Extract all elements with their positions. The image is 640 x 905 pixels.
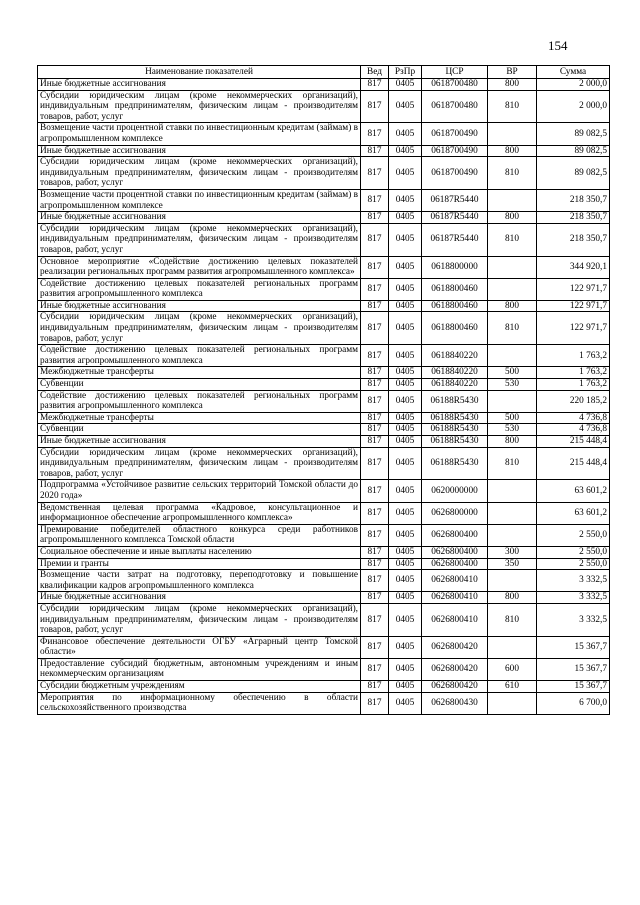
- row-ved-cell: 817: [361, 603, 389, 636]
- row-ved-cell: 817: [361, 502, 389, 524]
- row-ved-cell: 817: [361, 379, 389, 391]
- row-name-cell: Иные бюджетные ассигнования: [38, 592, 361, 604]
- row-csr-cell: 0626800410: [422, 592, 488, 604]
- row-ved-cell: 817: [361, 123, 389, 145]
- column-header-name: Наименование показателей: [38, 66, 361, 79]
- row-rzpr-cell: 0405: [389, 592, 422, 604]
- row-vr-cell: 810: [488, 312, 537, 345]
- row-sum-cell: 63 601,2: [537, 502, 610, 524]
- row-sum-cell: 220 185,2: [537, 390, 610, 412]
- row-ved-cell: 817: [361, 558, 389, 570]
- row-rzpr-cell: 0405: [389, 636, 422, 658]
- row-rzpr-cell: 0405: [389, 692, 422, 714]
- row-vr-cell: 800: [488, 79, 537, 91]
- row-rzpr-cell: 0405: [389, 390, 422, 412]
- row-ved-cell: 817: [361, 312, 389, 345]
- row-sum-cell: 4 736,8: [537, 412, 610, 424]
- row-sum-cell: 6 700,0: [537, 692, 610, 714]
- row-name-cell: Содействие достижению целевых показателей региональных программ развития агропромышленного комплекса: [38, 345, 361, 367]
- table-row: [38, 524, 610, 546]
- row-name-cell: Содействие достижению целевых показателей региональных программ развития агропромышленного комплекса: [38, 278, 361, 300]
- row-csr-cell: 0618700490: [422, 145, 488, 157]
- row-name-cell: Социальное обеспечение и иные выплаты населению: [38, 546, 361, 558]
- row-vr-cell: [488, 480, 537, 502]
- table-row: [38, 123, 610, 145]
- row-ved-cell: 817: [361, 278, 389, 300]
- row-ved-cell: 817: [361, 447, 389, 480]
- row-name-cell: Иные бюджетные ассигнования: [38, 300, 361, 312]
- row-sum-cell: 2 550,0: [537, 524, 610, 546]
- row-rzpr-cell: 0405: [389, 412, 422, 424]
- row-csr-cell: 06188R5430: [422, 436, 488, 448]
- column-header-vr: ВР: [488, 66, 537, 79]
- row-ved-cell: 817: [361, 524, 389, 546]
- row-ved-cell: 817: [361, 692, 389, 714]
- table-row: [38, 367, 610, 379]
- budget-table: [37, 65, 610, 715]
- row-sum-cell: 2 000,0: [537, 90, 610, 123]
- row-name-cell: Ведомственная целевая программа «Кадровое, консультационное и информационное обеспечение агропромышленного комплекса»: [38, 502, 361, 524]
- row-vr-cell: [488, 189, 537, 211]
- row-rzpr-cell: 0405: [389, 79, 422, 91]
- row-name-cell: Субсидии юридическим лицам (кроме некоммерческих организаций), индивидуальным предпринимателям, физическим лицам - производителям товаров, работ, услуг: [38, 312, 361, 345]
- row-csr-cell: 0618700480: [422, 79, 488, 91]
- row-vr-cell: 810: [488, 447, 537, 480]
- row-name-cell: Субсидии юридическим лицам (кроме некоммерческих организаций), индивидуальным предпринимателям, физическим лицам - производителям товаров, работ, услуг: [38, 223, 361, 256]
- row-name-cell: Иные бюджетные ассигнования: [38, 436, 361, 448]
- table-row: [38, 447, 610, 480]
- row-ved-cell: 817: [361, 189, 389, 211]
- row-ved-cell: 817: [361, 436, 389, 448]
- row-vr-cell: 800: [488, 145, 537, 157]
- row-ved-cell: 817: [361, 480, 389, 502]
- row-vr-cell: [488, 570, 537, 592]
- row-sum-cell: 63 601,2: [537, 480, 610, 502]
- row-sum-cell: 1 763,2: [537, 379, 610, 391]
- row-rzpr-cell: 0405: [389, 256, 422, 278]
- row-csr-cell: 0620000000: [422, 480, 488, 502]
- row-csr-cell: 06188R5430: [422, 412, 488, 424]
- row-rzpr-cell: 0405: [389, 480, 422, 502]
- row-sum-cell: 3 332,5: [537, 592, 610, 604]
- row-rzpr-cell: 0405: [389, 345, 422, 367]
- table-header-row: [38, 66, 610, 79]
- row-name-cell: Межбюджетные трансферты: [38, 412, 361, 424]
- table-row: [38, 570, 610, 592]
- column-header-rzpr: РзПр: [389, 66, 422, 79]
- row-csr-cell: 0618800000: [422, 256, 488, 278]
- row-ved-cell: 817: [361, 157, 389, 190]
- row-csr-cell: 0626800420: [422, 636, 488, 658]
- table-row: [38, 658, 610, 680]
- row-ved-cell: 817: [361, 424, 389, 436]
- table-row: [38, 424, 610, 436]
- row-csr-cell: 0626800000: [422, 502, 488, 524]
- table-row: [38, 345, 610, 367]
- row-vr-cell: [488, 123, 537, 145]
- row-rzpr-cell: 0405: [389, 278, 422, 300]
- row-vr-cell: 530: [488, 379, 537, 391]
- row-rzpr-cell: 0405: [389, 189, 422, 211]
- row-sum-cell: 215 448,4: [537, 447, 610, 480]
- row-vr-cell: 600: [488, 658, 537, 680]
- table-row: [38, 390, 610, 412]
- row-vr-cell: 610: [488, 681, 537, 693]
- row-sum-cell: 15 367,7: [537, 681, 610, 693]
- row-csr-cell: 06187R5440: [422, 212, 488, 224]
- row-csr-cell: 0618800460: [422, 278, 488, 300]
- row-sum-cell: 344 920,1: [537, 256, 610, 278]
- row-vr-cell: 500: [488, 367, 537, 379]
- row-ved-cell: 817: [361, 658, 389, 680]
- column-header-csr: ЦСР: [422, 66, 488, 79]
- row-rzpr-cell: 0405: [389, 367, 422, 379]
- row-csr-cell: 0626800420: [422, 681, 488, 693]
- table-body: [38, 79, 610, 715]
- row-sum-cell: 122 971,7: [537, 300, 610, 312]
- row-sum-cell: 218 350,7: [537, 189, 610, 211]
- row-rzpr-cell: 0405: [389, 570, 422, 592]
- table-row: [38, 157, 610, 190]
- table-row: [38, 79, 610, 91]
- row-name-cell: Возмещение части процентной ставки по инвестиционным кредитам (займам) в агропромышленном комплексе: [38, 189, 361, 211]
- table-row: [38, 558, 610, 570]
- row-sum-cell: 218 350,7: [537, 223, 610, 256]
- row-sum-cell: 1 763,2: [537, 367, 610, 379]
- row-name-cell: Финансовое обеспечение деятельности ОГБУ «Аграрный центр Томской области»: [38, 636, 361, 658]
- row-ved-cell: 817: [361, 90, 389, 123]
- row-ved-cell: 817: [361, 412, 389, 424]
- row-sum-cell: 122 971,7: [537, 312, 610, 345]
- row-csr-cell: 0626800410: [422, 570, 488, 592]
- row-sum-cell: 218 350,7: [537, 212, 610, 224]
- table-row: [38, 436, 610, 448]
- table-row: [38, 90, 610, 123]
- row-name-cell: Основное мероприятие «Содействие достижению целевых показателей реализации региональных программ развития агропромышленного комплекса»: [38, 256, 361, 278]
- table-row: [38, 480, 610, 502]
- row-vr-cell: 300: [488, 546, 537, 558]
- table-row: [38, 603, 610, 636]
- row-name-cell: Субвенции: [38, 424, 361, 436]
- table-row: [38, 256, 610, 278]
- table-row: [38, 145, 610, 157]
- row-csr-cell: 0618840220: [422, 379, 488, 391]
- row-vr-cell: 500: [488, 412, 537, 424]
- row-sum-cell: 122 971,7: [537, 278, 610, 300]
- row-csr-cell: 06188R5430: [422, 447, 488, 480]
- row-rzpr-cell: 0405: [389, 424, 422, 436]
- row-rzpr-cell: 0405: [389, 223, 422, 256]
- row-vr-cell: 810: [488, 90, 537, 123]
- row-ved-cell: 817: [361, 570, 389, 592]
- row-rzpr-cell: 0405: [389, 123, 422, 145]
- row-ved-cell: 817: [361, 223, 389, 256]
- row-rzpr-cell: 0405: [389, 502, 422, 524]
- row-ved-cell: 817: [361, 212, 389, 224]
- row-rzpr-cell: 0405: [389, 447, 422, 480]
- row-name-cell: Премии и гранты: [38, 558, 361, 570]
- row-rzpr-cell: 0405: [389, 681, 422, 693]
- table-row: [38, 379, 610, 391]
- row-vr-cell: 800: [488, 300, 537, 312]
- row-sum-cell: 215 448,4: [537, 436, 610, 448]
- row-rzpr-cell: 0405: [389, 300, 422, 312]
- row-rzpr-cell: 0405: [389, 524, 422, 546]
- row-sum-cell: 1 763,2: [537, 345, 610, 367]
- row-name-cell: Субвенции: [38, 379, 361, 391]
- table-row: [38, 412, 610, 424]
- table-row: [38, 189, 610, 211]
- table-row: [38, 592, 610, 604]
- row-csr-cell: 06187R5440: [422, 189, 488, 211]
- row-csr-cell: 0626800410: [422, 603, 488, 636]
- row-name-cell: Содействие достижению целевых показателей региональных программ развития агропромышленного комплекса: [38, 390, 361, 412]
- row-csr-cell: 06188R5430: [422, 424, 488, 436]
- table-row: [38, 300, 610, 312]
- row-rzpr-cell: 0405: [389, 212, 422, 224]
- row-name-cell: Возмещение части процентной ставки по инвестиционным кредитам (займам) в агропромышленном комплексе: [38, 123, 361, 145]
- row-name-cell: Подпрограмма «Устойчивое развитие сельских территорий Томской области до 2020 года»: [38, 480, 361, 502]
- page-number: 154: [548, 38, 568, 53]
- row-name-cell: Субсидии юридическим лицам (кроме некоммерческих организаций), индивидуальным предпринимателям, физическим лицам - производителям товаров, работ, услуг: [38, 603, 361, 636]
- row-vr-cell: 530: [488, 424, 537, 436]
- row-ved-cell: 817: [361, 367, 389, 379]
- table-row: [38, 502, 610, 524]
- column-header-sum: Сумма: [537, 66, 610, 79]
- row-vr-cell: 810: [488, 603, 537, 636]
- row-csr-cell: 0626800400: [422, 546, 488, 558]
- row-sum-cell: 3 332,5: [537, 570, 610, 592]
- row-sum-cell: 2 000,0: [537, 79, 610, 91]
- row-csr-cell: 0618840220: [422, 367, 488, 379]
- row-sum-cell: 2 550,0: [537, 546, 610, 558]
- row-sum-cell: 15 367,7: [537, 636, 610, 658]
- row-rzpr-cell: 0405: [389, 546, 422, 558]
- row-sum-cell: 15 367,7: [537, 658, 610, 680]
- row-vr-cell: [488, 390, 537, 412]
- row-name-cell: Мероприятия по информационному обеспечению в области сельскохозяйственного производства: [38, 692, 361, 714]
- row-ved-cell: 817: [361, 546, 389, 558]
- row-vr-cell: [488, 636, 537, 658]
- row-csr-cell: 0626800430: [422, 692, 488, 714]
- row-ved-cell: 817: [361, 636, 389, 658]
- row-csr-cell: 0626800420: [422, 658, 488, 680]
- row-ved-cell: 817: [361, 145, 389, 157]
- table-row: [38, 278, 610, 300]
- row-name-cell: Субсидии бюджетным учреждениям: [38, 681, 361, 693]
- row-name-cell: Субсидии юридическим лицам (кроме некоммерческих организаций), индивидуальным предпринимателям, физическим лицам - производителям товаров, работ, услуг: [38, 157, 361, 190]
- row-sum-cell: 2 550,0: [537, 558, 610, 570]
- table-row: [38, 312, 610, 345]
- row-ved-cell: 817: [361, 300, 389, 312]
- table-row: [38, 681, 610, 693]
- row-rzpr-cell: 0405: [389, 558, 422, 570]
- row-name-cell: Межбюджетные трансферты: [38, 367, 361, 379]
- row-rzpr-cell: 0405: [389, 312, 422, 345]
- row-csr-cell: 0618800460: [422, 300, 488, 312]
- row-ved-cell: 817: [361, 592, 389, 604]
- row-vr-cell: [488, 256, 537, 278]
- row-rzpr-cell: 0405: [389, 603, 422, 636]
- row-vr-cell: 350: [488, 558, 537, 570]
- row-vr-cell: 800: [488, 212, 537, 224]
- table-row: [38, 692, 610, 714]
- row-rzpr-cell: 0405: [389, 658, 422, 680]
- row-csr-cell: 06188R5430: [422, 390, 488, 412]
- row-vr-cell: [488, 502, 537, 524]
- row-vr-cell: 810: [488, 223, 537, 256]
- row-sum-cell: 89 082,5: [537, 145, 610, 157]
- row-name-cell: Иные бюджетные ассигнования: [38, 79, 361, 91]
- row-csr-cell: 0618840220: [422, 345, 488, 367]
- row-sum-cell: 4 736,8: [537, 424, 610, 436]
- row-vr-cell: 800: [488, 436, 537, 448]
- table-row: [38, 223, 610, 256]
- row-sum-cell: 89 082,5: [537, 123, 610, 145]
- row-vr-cell: 810: [488, 157, 537, 190]
- table-row: [38, 546, 610, 558]
- row-name-cell: Возмещение части затрат на подготовку, переподготовку и повышение квалификации кадров агропромышленного комплекса: [38, 570, 361, 592]
- row-sum-cell: 3 332,5: [537, 603, 610, 636]
- row-ved-cell: 817: [361, 256, 389, 278]
- column-header-ved: Вед: [361, 66, 389, 79]
- row-csr-cell: 0618700490: [422, 123, 488, 145]
- row-name-cell: Иные бюджетные ассигнования: [38, 212, 361, 224]
- row-csr-cell: 0626800400: [422, 524, 488, 546]
- row-sum-cell: 89 082,5: [537, 157, 610, 190]
- row-ved-cell: 817: [361, 79, 389, 91]
- row-csr-cell: 0626800400: [422, 558, 488, 570]
- row-name-cell: Субсидии юридическим лицам (кроме некоммерческих организаций), индивидуальным предпринимателям, физическим лицам - производителям товаров, работ, услуг: [38, 447, 361, 480]
- row-rzpr-cell: 0405: [389, 145, 422, 157]
- row-csr-cell: 0618700490: [422, 157, 488, 190]
- table-row: [38, 636, 610, 658]
- row-vr-cell: [488, 345, 537, 367]
- row-rzpr-cell: 0405: [389, 436, 422, 448]
- row-rzpr-cell: 0405: [389, 90, 422, 123]
- row-ved-cell: 817: [361, 681, 389, 693]
- row-rzpr-cell: 0405: [389, 379, 422, 391]
- row-vr-cell: [488, 524, 537, 546]
- row-rzpr-cell: 0405: [389, 157, 422, 190]
- row-name-cell: Иные бюджетные ассигнования: [38, 145, 361, 157]
- row-csr-cell: 06187R5440: [422, 223, 488, 256]
- row-csr-cell: 0618800460: [422, 312, 488, 345]
- row-name-cell: Премирование победителей областного конкурса среди работников агропромышленного комплекса Томской области: [38, 524, 361, 546]
- row-csr-cell: 0618700480: [422, 90, 488, 123]
- row-vr-cell: 800: [488, 592, 537, 604]
- row-ved-cell: 817: [361, 345, 389, 367]
- row-name-cell: Предоставление субсидий бюджетным, автономным учреждениям и иным некоммерческим организациям: [38, 658, 361, 680]
- row-vr-cell: [488, 692, 537, 714]
- table-row: [38, 212, 610, 224]
- row-vr-cell: [488, 278, 537, 300]
- row-name-cell: Субсидии юридическим лицам (кроме некоммерческих организаций), индивидуальным предпринимателям, физическим лицам - производителям товаров, работ, услуг: [38, 90, 361, 123]
- row-ved-cell: 817: [361, 390, 389, 412]
